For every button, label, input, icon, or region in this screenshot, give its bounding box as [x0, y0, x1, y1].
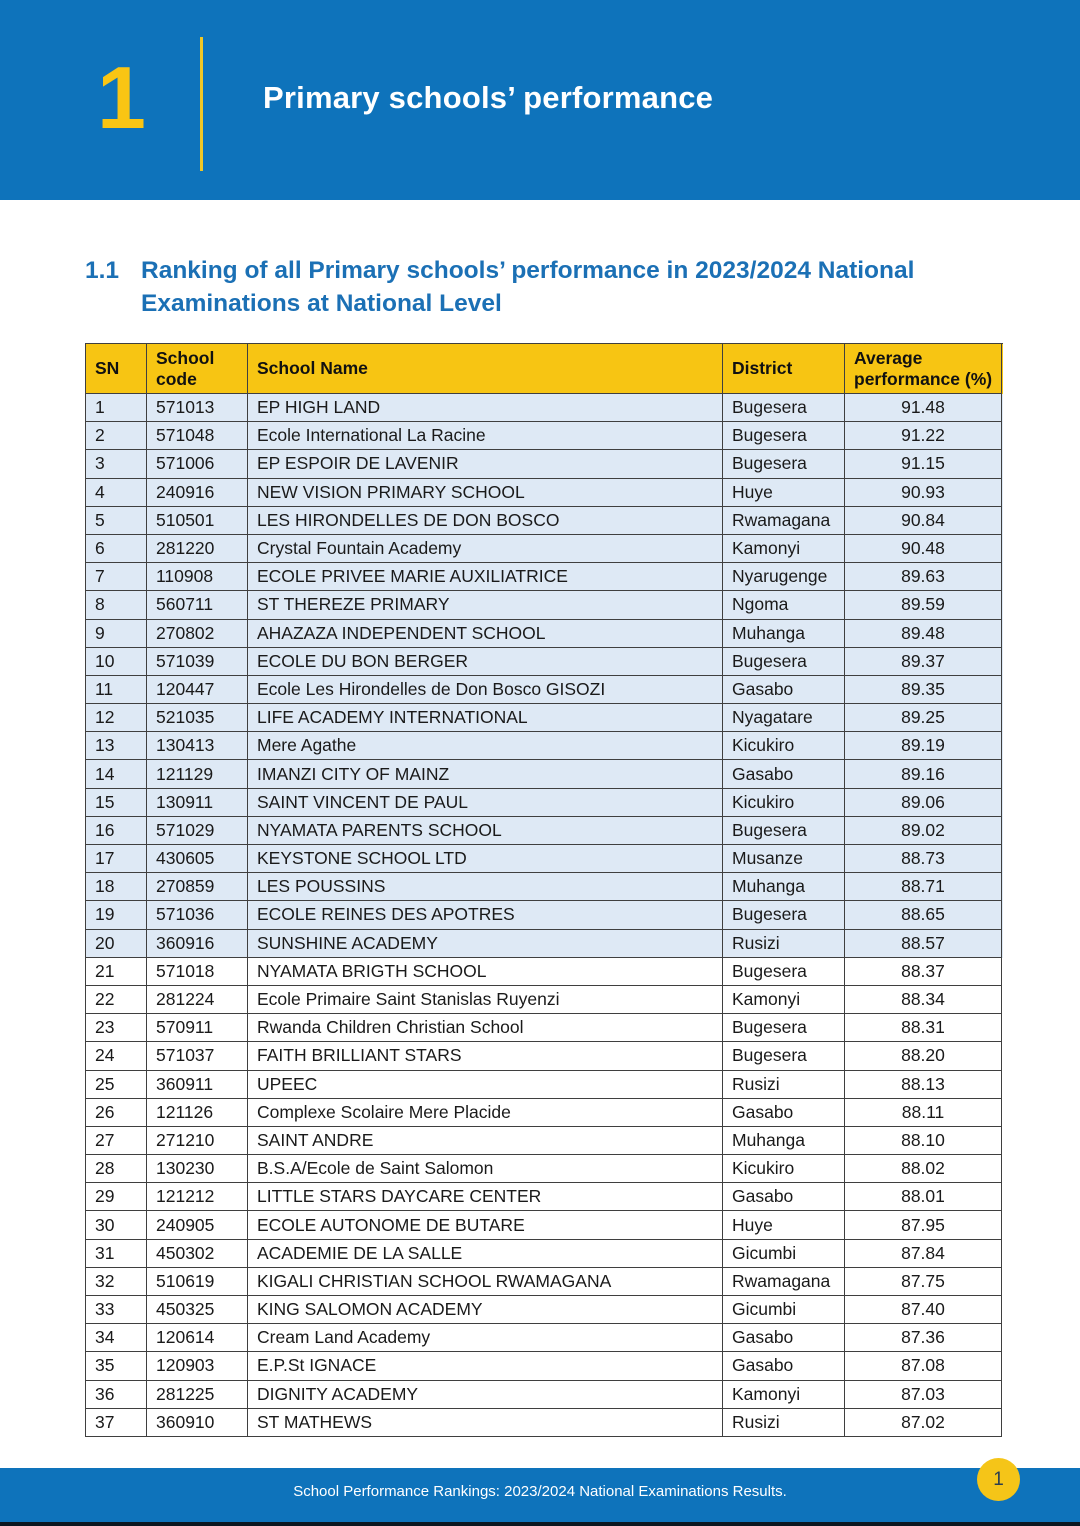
table-row	[86, 789, 1003, 817]
table-cell: KING SALOMON ACADEMY	[248, 1296, 723, 1324]
table-cell: 87.03	[845, 1381, 1002, 1409]
table-cell: Bugesera	[723, 958, 845, 986]
table-row	[86, 1268, 1003, 1296]
column-header: School code	[147, 344, 248, 394]
table-cell: 31	[86, 1240, 147, 1268]
table-cell: 35	[86, 1352, 147, 1380]
table-cell: 7	[86, 563, 147, 591]
section-title	[141, 254, 914, 320]
table-cell: 29	[86, 1183, 147, 1211]
table-cell: 88.20	[845, 1042, 1002, 1070]
table-cell: 87.75	[845, 1268, 1002, 1296]
table-cell: LES POUSSINS	[248, 873, 723, 901]
table-cell: 130911	[147, 789, 248, 817]
table-cell: 27	[86, 1127, 147, 1155]
page-number: 1	[993, 1468, 1004, 1490]
table-cell: 21	[86, 958, 147, 986]
table-cell: Gasabo	[723, 1183, 845, 1211]
table-cell: 91.15	[845, 450, 1002, 478]
table-cell: 110908	[147, 563, 248, 591]
table-cell: Bugesera	[723, 394, 845, 422]
table-cell: NYAMATA BRIGTH SCHOOL	[248, 958, 723, 986]
table-cell: 87.02	[845, 1409, 1002, 1437]
table-cell: 450302	[147, 1240, 248, 1268]
table-cell: Gicumbi	[723, 1296, 845, 1324]
table-cell: 510501	[147, 507, 248, 535]
column-header: SN	[86, 344, 147, 394]
table-cell: Kamonyi	[723, 535, 845, 563]
table-cell: 88.71	[845, 873, 1002, 901]
table-cell: 32	[86, 1268, 147, 1296]
table-cell: Muhanga	[723, 620, 845, 648]
table-cell: Bugesera	[723, 901, 845, 929]
table-cell: LES HIRONDELLES DE DON BOSCO	[248, 507, 723, 535]
table-cell: 87.08	[845, 1352, 1002, 1380]
table-cell: 270859	[147, 873, 248, 901]
table-cell: KEYSTONE SCHOOL LTD	[248, 845, 723, 873]
table-cell: Muhanga	[723, 1127, 845, 1155]
table-cell: 34	[86, 1324, 147, 1352]
table-cell: 89.63	[845, 563, 1002, 591]
table-cell: B.S.A/Ecole de Saint Salomon	[248, 1155, 723, 1183]
table-cell: 571036	[147, 901, 248, 929]
table-cell: 1	[86, 394, 147, 422]
table-cell: Ecole Les Hirondelles de Don Bosco GISOZI	[248, 676, 723, 704]
table-row	[86, 986, 1003, 1014]
table-cell: 510619	[147, 1268, 248, 1296]
table-cell: 270802	[147, 620, 248, 648]
table-row	[86, 1381, 1003, 1409]
table-cell: Gasabo	[723, 1352, 845, 1380]
header-divider-line	[200, 37, 203, 171]
table-cell: 37	[86, 1409, 147, 1437]
table-cell: 360910	[147, 1409, 248, 1437]
table-row	[86, 901, 1003, 929]
section-title-line: Ranking of all Primary schools’ performance in 2023/2024 National	[141, 257, 915, 284]
table-cell: 521035	[147, 704, 248, 732]
table-row	[86, 930, 1003, 958]
table-cell: 450325	[147, 1296, 248, 1324]
table-cell: ECOLE AUTONOME DE BUTARE	[248, 1211, 723, 1239]
table-cell: EP HIGH LAND	[248, 394, 723, 422]
table-cell: Kicukiro	[723, 1155, 845, 1183]
table-cell: 20	[86, 930, 147, 958]
table-cell: SAINT ANDRE	[248, 1127, 723, 1155]
table-cell: 8	[86, 591, 147, 619]
table-cell: 3	[86, 450, 147, 478]
table-cell: 130413	[147, 732, 248, 760]
table-cell: 570911	[147, 1014, 248, 1042]
table-cell: 91.22	[845, 422, 1002, 450]
table-cell: Rwanda Children Christian School	[248, 1014, 723, 1042]
table-cell: Kamonyi	[723, 986, 845, 1014]
table-cell: Gasabo	[723, 676, 845, 704]
table-cell: 19	[86, 901, 147, 929]
table-cell: AHAZAZA INDEPENDENT SCHOOL	[248, 620, 723, 648]
table-cell: 89.25	[845, 704, 1002, 732]
page-number-badge	[977, 1458, 1020, 1501]
table-row	[86, 394, 1003, 422]
table-row	[86, 1324, 1003, 1352]
table-cell: Bugesera	[723, 1014, 845, 1042]
table-row	[86, 1099, 1003, 1127]
table-cell: Gasabo	[723, 1099, 845, 1127]
table-row	[86, 507, 1003, 535]
table-cell: 90.93	[845, 479, 1002, 507]
table-cell: 89.37	[845, 648, 1002, 676]
table-cell: 88.65	[845, 901, 1002, 929]
table-cell: NEW VISION PRIMARY SCHOOL	[248, 479, 723, 507]
table-cell: 9	[86, 620, 147, 648]
column-header: Average performance (%)	[845, 344, 1002, 394]
table-row	[86, 958, 1003, 986]
ranking-table	[85, 343, 1003, 1437]
section-title-line: Examinations at National Level	[141, 290, 502, 317]
table-cell: 13	[86, 732, 147, 760]
table-row	[86, 817, 1003, 845]
table-cell: 571037	[147, 1042, 248, 1070]
table-cell: ECOLE REINES DES APOTRES	[248, 901, 723, 929]
table-cell: 25	[86, 1071, 147, 1099]
table-cell: FAITH BRILLIANT STARS	[248, 1042, 723, 1070]
table-cell: 281220	[147, 535, 248, 563]
table-cell: 430605	[147, 845, 248, 873]
table-cell: 14	[86, 760, 147, 788]
section-heading	[85, 254, 914, 320]
table-cell: Rwamagana	[723, 1268, 845, 1296]
table-cell: 560711	[147, 591, 248, 619]
table-cell: 11	[86, 676, 147, 704]
table-cell: 120903	[147, 1352, 248, 1380]
table-cell: 10	[86, 648, 147, 676]
table-cell: 240916	[147, 479, 248, 507]
table-cell: Crystal Fountain Academy	[248, 535, 723, 563]
table-cell: 571039	[147, 648, 248, 676]
table-row	[86, 676, 1003, 704]
table-cell: Kicukiro	[723, 789, 845, 817]
table-cell: 121129	[147, 760, 248, 788]
table-cell: 88.01	[845, 1183, 1002, 1211]
table-cell: Kamonyi	[723, 1381, 845, 1409]
table-cell: 571006	[147, 450, 248, 478]
table-cell: Bugesera	[723, 450, 845, 478]
table-cell: 571029	[147, 817, 248, 845]
table-cell: KIGALI CHRISTIAN SCHOOL RWAMAGANA	[248, 1268, 723, 1296]
table-cell: Huye	[723, 479, 845, 507]
table-cell: Gasabo	[723, 760, 845, 788]
table-cell: 571013	[147, 394, 248, 422]
table-cell: 16	[86, 817, 147, 845]
footer-text: School Performance Rankings: 2023/2024 National Examinations Results.	[293, 1483, 787, 1500]
table-cell: 26	[86, 1099, 147, 1127]
table-cell: 88.37	[845, 958, 1002, 986]
table-cell: 88.57	[845, 930, 1002, 958]
table-row	[86, 648, 1003, 676]
table-cell: Cream Land Academy	[248, 1324, 723, 1352]
page-title: Primary schools’ performance	[263, 80, 714, 115]
table-cell: 24	[86, 1042, 147, 1070]
table-cell: 88.10	[845, 1127, 1002, 1155]
table-cell: ST THEREZE PRIMARY	[248, 591, 723, 619]
table-cell: 88.02	[845, 1155, 1002, 1183]
table-cell: ACADEMIE DE LA SALLE	[248, 1240, 723, 1268]
table-cell: 87.95	[845, 1211, 1002, 1239]
table-cell: Ecole Primaire Saint Stanislas Ruyenzi	[248, 986, 723, 1014]
table-cell: 22	[86, 986, 147, 1014]
table-row	[86, 760, 1003, 788]
table-cell: 571018	[147, 958, 248, 986]
table-cell: 281224	[147, 986, 248, 1014]
table-row	[86, 1352, 1003, 1380]
table-row	[86, 1183, 1003, 1211]
table-cell: 33	[86, 1296, 147, 1324]
table-cell: UPEEC	[248, 1071, 723, 1099]
table-cell: Bugesera	[723, 422, 845, 450]
footer-bottom-strip	[0, 1522, 1080, 1526]
table-row	[86, 1296, 1003, 1324]
table-cell: 120447	[147, 676, 248, 704]
table-cell: Rwamagana	[723, 507, 845, 535]
table-cell: 120614	[147, 1324, 248, 1352]
table-row	[86, 422, 1003, 450]
table-row	[86, 535, 1003, 563]
table-cell: 121212	[147, 1183, 248, 1211]
table-cell: 87.84	[845, 1240, 1002, 1268]
table-row	[86, 845, 1003, 873]
table-row	[86, 1409, 1003, 1437]
table-row	[86, 732, 1003, 760]
table-cell: Bugesera	[723, 1042, 845, 1070]
table-cell: Rusizi	[723, 930, 845, 958]
table-cell: Nyarugenge	[723, 563, 845, 591]
table-row	[86, 591, 1003, 619]
table-cell: 281225	[147, 1381, 248, 1409]
table-cell: 89.48	[845, 620, 1002, 648]
table-cell: Complexe Scolaire Mere Placide	[248, 1099, 723, 1127]
table-cell: 130230	[147, 1155, 248, 1183]
table-cell: SAINT VINCENT DE PAUL	[248, 789, 723, 817]
table-cell: 360911	[147, 1071, 248, 1099]
table-cell: Ecole International La Racine	[248, 422, 723, 450]
table-row	[86, 704, 1003, 732]
table-cell: 30	[86, 1211, 147, 1239]
table-row	[86, 1071, 1003, 1099]
table-cell: LITTLE STARS DAYCARE CENTER	[248, 1183, 723, 1211]
table-row	[86, 620, 1003, 648]
table-cell: 88.34	[845, 986, 1002, 1014]
table-cell: Gasabo	[723, 1324, 845, 1352]
table-cell: Gicumbi	[723, 1240, 845, 1268]
table-cell: 89.59	[845, 591, 1002, 619]
table-cell: 88.11	[845, 1099, 1002, 1127]
table-cell: Rusizi	[723, 1409, 845, 1437]
table-cell: Musanze	[723, 845, 845, 873]
table-row	[86, 1014, 1003, 1042]
table-cell: 2	[86, 422, 147, 450]
table-cell: Muhanga	[723, 873, 845, 901]
table-row	[86, 1127, 1003, 1155]
chapter-number: 1	[97, 48, 146, 147]
table-body	[86, 394, 1003, 1437]
table-cell: 88.31	[845, 1014, 1002, 1042]
table-cell: 12	[86, 704, 147, 732]
table-cell: 89.06	[845, 789, 1002, 817]
table-row	[86, 479, 1003, 507]
table-cell: 271210	[147, 1127, 248, 1155]
table-cell: Bugesera	[723, 817, 845, 845]
table-cell: 36	[86, 1381, 147, 1409]
table-cell: NYAMATA PARENTS SCHOOL	[248, 817, 723, 845]
table-cell: E.P.St IGNACE	[248, 1352, 723, 1380]
table-row	[86, 563, 1003, 591]
table-header-row	[86, 344, 1003, 394]
table-cell: ECOLE PRIVEE MARIE AUXILIATRICE	[248, 563, 723, 591]
table-cell: Nyagatare	[723, 704, 845, 732]
table-row	[86, 873, 1003, 901]
table-cell: Rusizi	[723, 1071, 845, 1099]
table-cell: Bugesera	[723, 648, 845, 676]
table-cell: 89.16	[845, 760, 1002, 788]
table-cell: SUNSHINE ACADEMY	[248, 930, 723, 958]
table-cell: ECOLE DU BON BERGER	[248, 648, 723, 676]
table-cell: Mere Agathe	[248, 732, 723, 760]
table-cell: 360916	[147, 930, 248, 958]
table-cell: 87.40	[845, 1296, 1002, 1324]
table-cell: 240905	[147, 1211, 248, 1239]
table-row	[86, 450, 1003, 478]
table-cell: EP ESPOIR DE LAVENIR	[248, 450, 723, 478]
table-cell: 4	[86, 479, 147, 507]
table-cell: 571048	[147, 422, 248, 450]
table-cell: 90.84	[845, 507, 1002, 535]
table-cell: LIFE ACADEMY INTERNATIONAL	[248, 704, 723, 732]
table-cell: 90.48	[845, 535, 1002, 563]
table-row	[86, 1042, 1003, 1070]
table-cell: DIGNITY ACADEMY	[248, 1381, 723, 1409]
chapter-header-band	[0, 0, 1080, 200]
table-cell: 91.48	[845, 394, 1002, 422]
table-cell: Huye	[723, 1211, 845, 1239]
table-cell: 88.13	[845, 1071, 1002, 1099]
table-cell: 18	[86, 873, 147, 901]
table-cell: 89.35	[845, 676, 1002, 704]
table-cell: 89.19	[845, 732, 1002, 760]
table-cell: 15	[86, 789, 147, 817]
table-cell: 121126	[147, 1099, 248, 1127]
table-cell: 87.36	[845, 1324, 1002, 1352]
table-cell: 17	[86, 845, 147, 873]
column-header: District	[723, 344, 845, 394]
table-row	[86, 1240, 1003, 1268]
section-number: 1.1	[85, 257, 120, 284]
table-row	[86, 1155, 1003, 1183]
table-cell: Ngoma	[723, 591, 845, 619]
table-cell: 5	[86, 507, 147, 535]
table-cell: 23	[86, 1014, 147, 1042]
table-cell: 6	[86, 535, 147, 563]
table-cell: 28	[86, 1155, 147, 1183]
column-header: School Name	[248, 344, 723, 394]
table-cell: 88.73	[845, 845, 1002, 873]
table-row	[86, 1211, 1003, 1239]
table-cell: ST MATHEWS	[248, 1409, 723, 1437]
table-cell: Kicukiro	[723, 732, 845, 760]
table-cell: IMANZI CITY OF MAINZ	[248, 760, 723, 788]
table-cell: 89.02	[845, 817, 1002, 845]
